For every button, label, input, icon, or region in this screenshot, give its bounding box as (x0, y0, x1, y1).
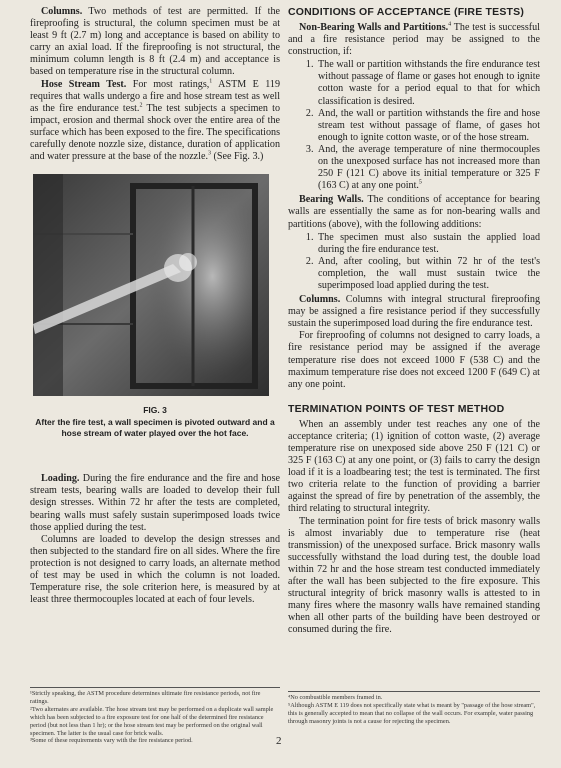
spacer (30, 439, 280, 473)
brick-masonry-paragraph: The termination point for fire tests of brick masonry walls is almost invariably due to temperature rise (heat transmission) of the unexposed surface. Brick masonry walls successfully withstand the load during test, the double load within 72 hr and the hose stream test conducted immediately after the wall has been subjected to the fire exposure. This structural integrity of brick masonry walls is attested to in many fires where the masonry walls have remained standing when all other parts of the building have been destroyed or consumed during the fire. (288, 515, 540, 636)
footnote-1: ¹Strictly speaking, the ASTM procedure determines ultimate fire resistance periods, not fire ratings. (30, 690, 261, 705)
left-column (30, 6, 280, 606)
list-item: 1. The wall or partition withstands the fire endurance test without passage of flame or gases hot enough to ignite cotton waste for a period equal to that for which classification is desired. (316, 59, 540, 107)
fireproofing-paragraph: For fireproofing of columns not designed to carry loads, a fire resistance period may be assigned if the average temperature rise does not exceed 1000 F (538 C) and the maximum temperature rise does not exceed 1200 F (649 C) at any one point. (288, 330, 540, 390)
right-footnotes (288, 691, 540, 726)
list-item: 1. The specimen must also sustain the applied load during the fire endurance test. (316, 232, 540, 256)
left-footnotes (30, 687, 280, 745)
footnote-3: ³Some of these requirements vary with the fire resistance period. (30, 737, 193, 745)
bearing-walls-paragraph: Bearing Walls. The conditions of acceptance for bearing walls are essentially the same as for non-bearing walls and partitions (above), with the following additions: (288, 194, 540, 230)
columns-paragraph: Columns. Two methods of test are permitted. If the fireproofing is structural, the column specimen must be at least 9 ft (2.7 m) long and acceptance is based on ability to carry an axial load. If the fireproofing is not structural, the minimum column length is 8 ft (2.4 m) and acceptance is based on temperature rise in the structural column. (30, 6, 280, 78)
footnote-5: ⁵Although ASTM E 119 does not specifically state what is meant by "passage of the hose stream", this is generally accepted to mean that no collapse of the wall occurs. For example, water passing through masonry joints is not a cause for rejecting the specimen. (288, 701, 536, 725)
termination-paragraph: When an assembly under test reaches any one of the acceptance criteria; (1) ignition of cotton waste, (2) average temperature rise on unexposed side above 250 F (121 C) or 325 F (163 C) at any one point, or (3) fails to carry the design load if it is a loadbearing test; the test is terminated. The first two criteria relate to the function of providing a barrier against the spread of fire by penetration of the assembly, the third relating to structural integrity. (288, 418, 540, 515)
figure-caption-text: After the fire test, a wall specimen is pivoted outward and a hose stream of water played over the hot face. (35, 417, 275, 439)
hose-stream-photo-illustration (33, 174, 269, 396)
figure-title: FIG. 3 (143, 405, 167, 416)
figure-3-caption (30, 405, 280, 439)
non-bearing-list (288, 59, 540, 192)
non-bearing-paragraph: Non-Bearing Walls and Partitions.$^4$ The test is successful and a fire resistance period may be assigned to the construction, if: (288, 21, 540, 58)
list-item: 3. And, the average temperature of nine thermocouples on the unexposed surface has not increased more than 250 F (121 C) above its initial temperature or 325 F (163 C) at any one point.$^5$ (316, 144, 540, 192)
columns-acceptance-paragraph: Columns. Columns with integral structural fireproofing may be assigned a fire resistance period if they successfully sustain the superimposed load during the fire endurance test. (288, 294, 540, 330)
footnote-4: ⁴No combustible members framed in. (288, 694, 383, 701)
bearing-walls-list (288, 232, 540, 292)
page-number: 2 (276, 735, 282, 747)
hose-stream-paragraph: Hose Stream Test. For most ratings,$^1$ ASTM E 119 requires that walls undergo a fire and hose stream test as well as the fire endurance test.$^2$ The test subjects a specimen to impact, erosion and thermal shock over the entire area of the surface which has been exposed to the fire. The specifications carefully denote nozzle size, distance, duration of application and water pressure at the base of the nozzle.$^3$ (See Fig. 3.) (30, 78, 281, 163)
list-item: 2. And, after cooling, but within 72 hr of the test's completion, the wall must sustain twice the superimposed load applied during the test. (316, 256, 540, 292)
footnote-2: ²Two alternates are available. The hose stream test may be performed on a duplicate wall sample which has been subjected to a fire exposure test for one half of the determined fire resistance period (but not less than 1 hr); or the hose stream test may be performed on the original wall specimen. The latter is the usual case for brick walls. (30, 705, 274, 737)
conditions-heading: CONDITIONS OF ACCEPTANCE (FIRE TESTS) (288, 6, 525, 18)
figure-3-photo (33, 174, 269, 396)
right-column (288, 6, 540, 637)
termination-heading: TERMINATION POINTS OF TEST METHOD (288, 402, 505, 415)
list-item: 2. And, the wall or partition withstands the fire and hose stream test without passage of flame, of gases hot enough to ignite cotton waste, or of the hose stream. (316, 108, 540, 144)
loading-paragraph: Loading. During the fire endurance and the fire and hose stream tests, bearing walls are loaded to develop their full design stresses. Within 72 hr after the tests are completed, bearing walls must safely sustain superimposed loads twice those applied during the test. (30, 473, 280, 533)
columns-loading-paragraph: Columns are loaded to develop the design stresses and then subjected to the standard fire on all sides. Where the fire protection is not designed to carry loads, an alternate method of test may be used in which the column is not loaded. Temperature rise, the sole criterion here, is measured by at least three thermocouples located at each of four levels. (30, 533, 280, 606)
